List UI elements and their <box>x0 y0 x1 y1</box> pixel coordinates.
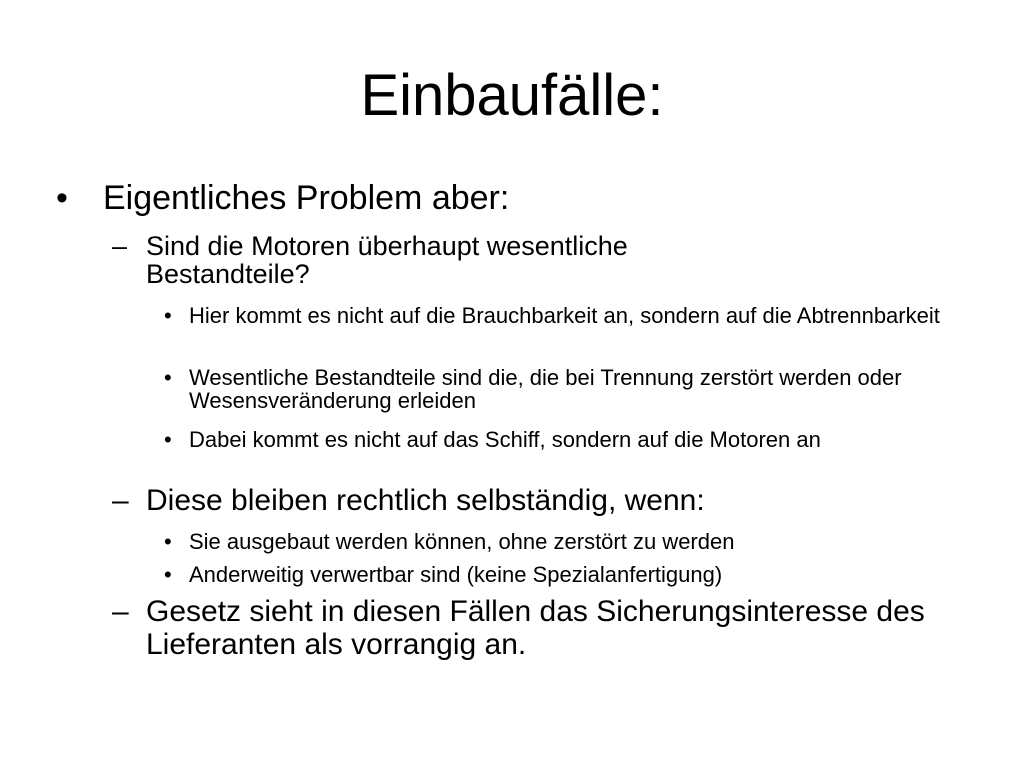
dash-marker: – <box>112 595 129 628</box>
sub-bullet-marker: • <box>164 562 172 587</box>
sub-bullet-text: Dabei kommt es nicht auf das Schiff, sondern auf die Motoren an <box>189 427 821 452</box>
dash-text: Diese bleiben rechtlich selbständig, wenn: <box>146 484 705 517</box>
bullet-marker: • <box>56 179 68 217</box>
slide-title: Einbaufälle: <box>360 63 664 128</box>
dash-text: Sind die Motoren überhaupt wesentliche Bestandteile? <box>146 231 628 289</box>
dash-marker: – <box>112 231 128 261</box>
sub-bullet-text: Hier kommt es nicht auf die Brauchbarkeit an, sondern auf die Abtrennbarkeit <box>189 303 940 328</box>
sub-bullet-text: Wesentliche Bestandteile sind die, die bei Trennung zerstört werden oder Wesensveränderung erleiden <box>189 365 902 413</box>
sub-bullet-marker: • <box>164 365 172 390</box>
sub-bullet-marker: • <box>164 529 172 554</box>
dash-marker: – <box>112 484 129 517</box>
sub-bullet-text: Sie ausgebaut werden können, ohne zerstört zu werden <box>189 529 735 554</box>
sub-bullet-text: Anderweitig verwertbar sind (keine Spezialanfertigung) <box>189 562 723 587</box>
sub-bullet-marker: • <box>164 427 172 452</box>
sub-bullet-marker: • <box>164 303 172 328</box>
dash-text: Gesetz sieht in diesen Fällen das Sicherungsinteresse des Lieferanten als vorrangig an. <box>146 595 925 661</box>
bullet-text: Eigentliches Problem aber: <box>103 179 510 217</box>
